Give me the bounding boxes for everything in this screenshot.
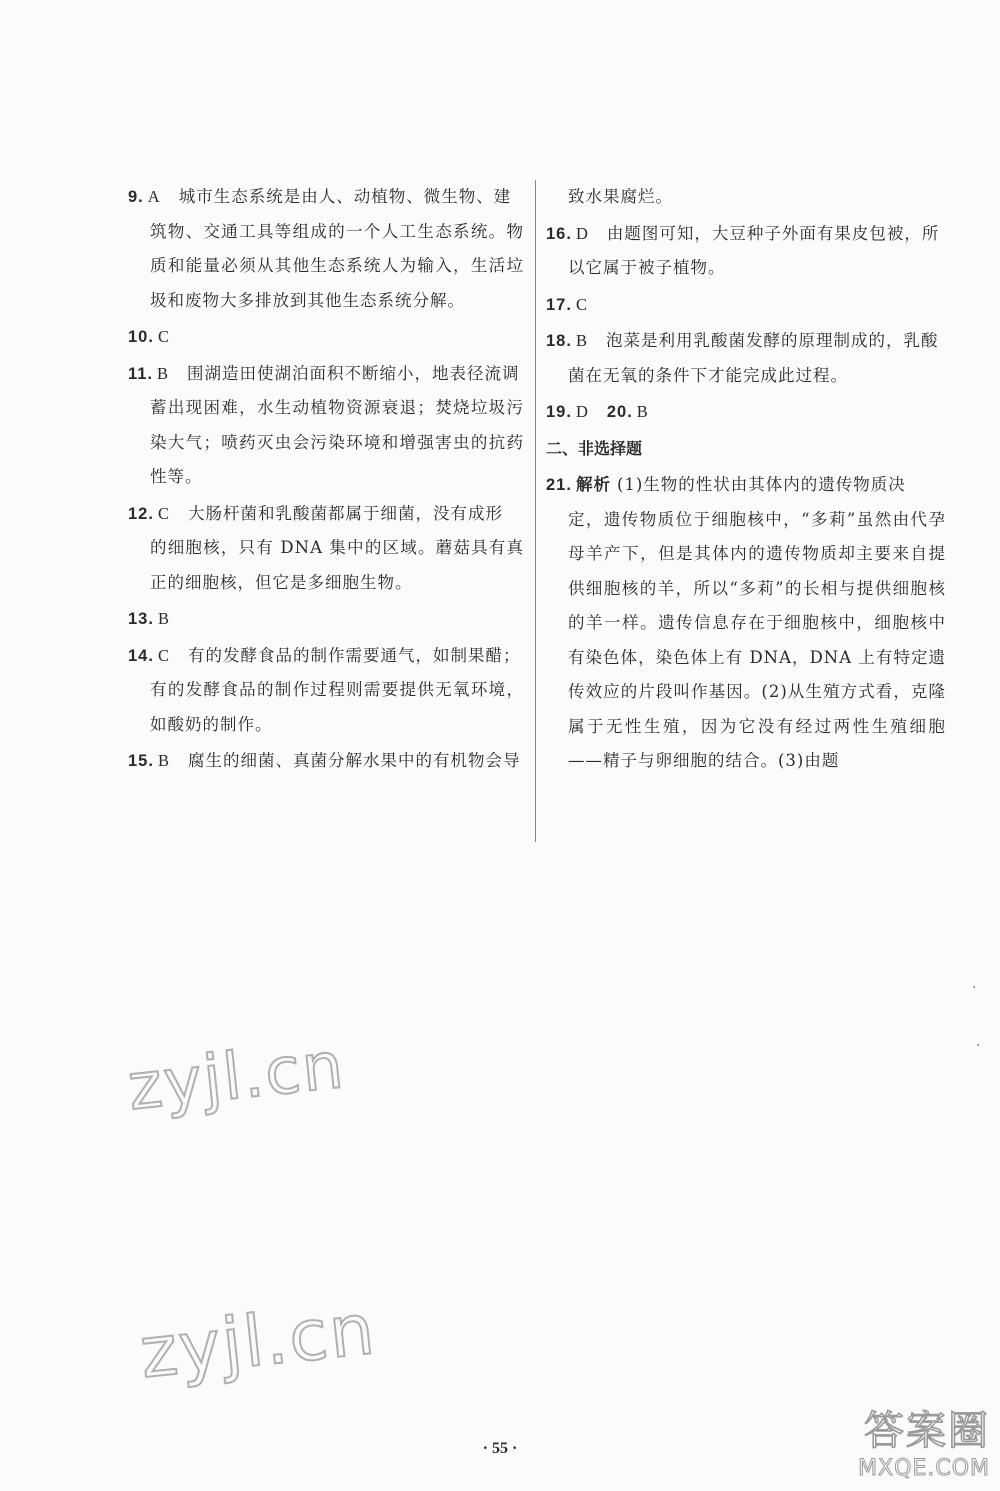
item-explanation-first: 泡菜是利用乳酸菌发酵的原理制成的，乳酸 — [605, 331, 939, 350]
item-answer: C — [157, 503, 170, 523]
item-explanation-rest: 致水果腐烂。 — [568, 187, 673, 206]
column-divider — [535, 180, 536, 842]
answer-item-17 — [546, 288, 946, 323]
answer-item-16 — [546, 217, 946, 286]
item-number: 16. — [546, 224, 572, 243]
item-number: 10. — [128, 328, 154, 346]
section-title: 二、非选择题 — [546, 438, 643, 458]
answer-item-11 — [128, 357, 524, 495]
item-explanation-rest: 的细胞核，只有 DNA 集中的区域。蘑菇具有真正的细胞核，但它是多细胞生物。 — [150, 538, 524, 592]
item-answer: C — [157, 327, 170, 346]
scan-mark: · — [972, 980, 977, 996]
item-number: 14. — [128, 646, 154, 665]
right-column — [546, 180, 946, 781]
answer-item-9 — [128, 180, 524, 318]
answer-item-21 — [546, 468, 946, 779]
watermark: zyjl.cn — [136, 1287, 380, 1395]
watermark: zyjl.cn — [124, 1028, 349, 1126]
item-number: 12. — [128, 504, 154, 523]
logo-url: MXQE.COM — [858, 1456, 990, 1481]
item-answer: B — [157, 609, 170, 628]
item-number: 17. — [546, 295, 572, 314]
answer-item-14 — [128, 639, 524, 743]
item-answer: D — [575, 223, 589, 243]
answer-item-13 — [128, 602, 524, 637]
scan-mark: · — [976, 1038, 981, 1054]
item-answer: B — [575, 331, 588, 350]
logo-text: 答案圈 — [864, 1408, 990, 1454]
page-number: · 55 · — [482, 1440, 518, 1457]
answer-item-18 — [546, 324, 946, 393]
answer-item-15-continued — [546, 180, 946, 215]
item-answer: B — [636, 402, 649, 421]
answer-item-10 — [128, 320, 524, 355]
item-explanation-rest: 菌在无氧的条件下才能完成此过程。 — [568, 365, 848, 385]
item-number: 13. — [128, 610, 154, 628]
item-number: 11. — [128, 364, 154, 383]
item-explanation-rest: 蓄出现困难，水生动植物资源衰退；焚烧垃圾污染大气；喷药灭虫会污染环境和增强害虫的抗药性等。 — [150, 398, 524, 486]
item-number: 20. — [606, 403, 633, 421]
item-answer: C — [157, 645, 170, 665]
item-explanation-first: 围湖造田使湖泊面积不断缩小，地表径流调 — [187, 363, 520, 383]
item-explanation-rest: 定，遗传物质位于细胞核中，“多莉”虽然由代孕母羊产下，但是其体内的遗传物质却主要来自提供细胞核的羊，所以“多莉”的长相与提供细胞核的羊一样。遗传信息存在于细胞核中，细胞核中有染色体，染色体上有 DNA，DNA 上有特定遗传效应的片段叫作基因。(2)从生殖方式看，克隆属于无性生殖，因为它没有经过两性生殖细胞——精子与卵细胞的结合。(3)由题 — [568, 509, 946, 770]
item-answer: C — [575, 294, 588, 314]
item-explanation-rest: 筑物、交通工具等组成的一个人工生态系统。物质和能量必须从其他生态系统人为输入，生活垃圾和废物大多排放到其他生态系统分解。 — [150, 221, 524, 310]
item-explanation-first: 由题图可知，大豆种子外面有果皮包被，所 — [606, 223, 940, 243]
item-answer: B — [157, 363, 170, 383]
item-number: 18. — [546, 332, 572, 350]
answer-item-12 — [128, 497, 524, 601]
item-answer: D — [575, 402, 589, 421]
item-number: 15. — [128, 752, 154, 770]
item-explanation-first: 大肠杆菌和乳酸菌都属于细菌，没有成形 — [187, 503, 503, 523]
left-column — [128, 180, 524, 781]
corner-logo — [858, 1399, 990, 1481]
item-answer: A — [147, 187, 161, 206]
answer-item-19-20 — [546, 395, 946, 430]
item-explanation-first: 有的发酵食品的制作需要通气，如制果醋； — [187, 645, 521, 665]
item-number: 9. — [128, 188, 144, 206]
item-explanation-first: 城市生态系统是由人、动植物、微生物、建 — [178, 187, 512, 206]
item-explanation-first: 腐生的细菌、真菌分解水果中的有机物会导 — [187, 751, 521, 770]
item-explanation-rest: 有的发酵食品的制作过程则需要提供无氧环境，如酸奶的制作。 — [150, 680, 524, 734]
answer-item-15 — [128, 744, 524, 779]
item-number: 21. — [546, 476, 572, 494]
item-explanation-first: (1)生物的性状由其体内的遗传物质决 — [616, 475, 906, 494]
item-explanation-rest: 以它属于被子植物。 — [568, 258, 726, 277]
item-answer: B — [157, 751, 170, 770]
item-number: 19. — [546, 403, 572, 421]
analysis-label: 解析 — [575, 475, 611, 494]
